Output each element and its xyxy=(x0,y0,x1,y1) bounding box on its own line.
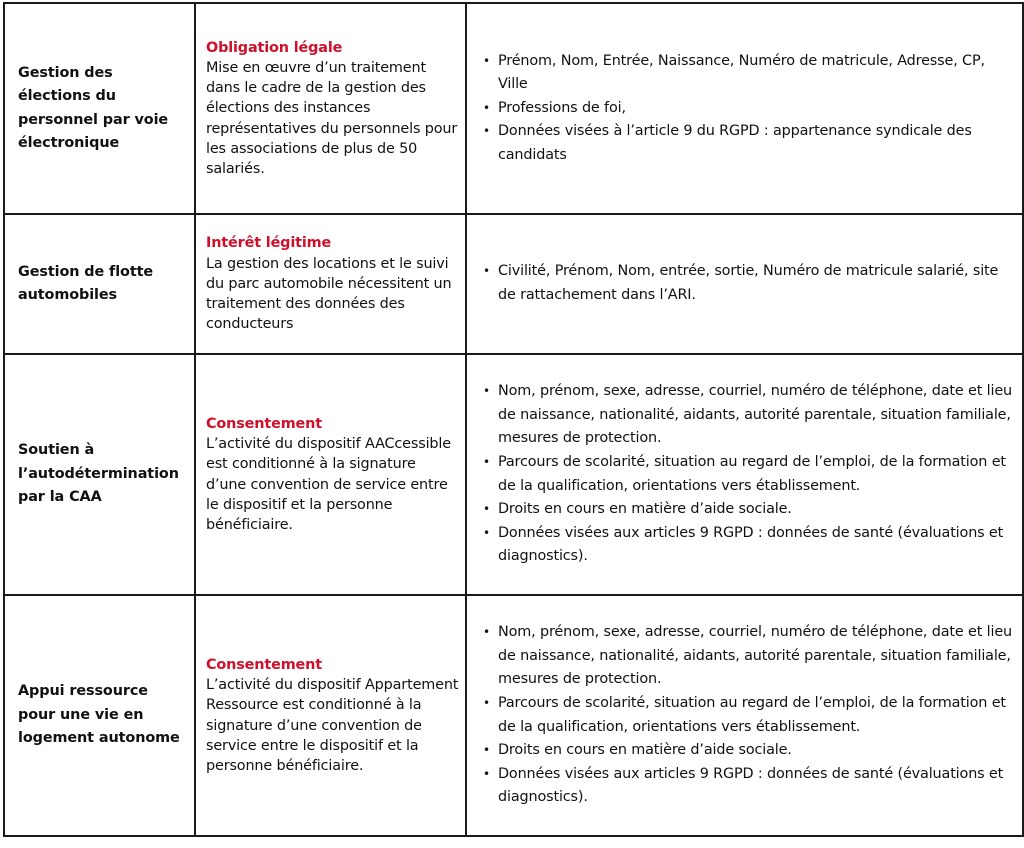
list-item-text: Nom, prénom, sexe, adresse, courriel, numéro de téléphone, date et lieu de naissance, nationalité, aidants, autorité parentale, situation familiale, mesures de protection. xyxy=(498,383,1013,447)
table-row xyxy=(4,354,1023,595)
list-item-text: Droits en cours en matière d’aide sociale. xyxy=(498,742,792,759)
legal-basis-description: Mise en œuvre d’un traitement dans le cadre de la gestion des élections des instances représentatives du personnels pour les associations de plus de 50 salariés. xyxy=(206,59,458,177)
list-item-text: Nom, prénom, sexe, adresse, courriel, numéro de téléphone, date et lieu de naissance, nationalité, aidants, autorité parentale, situation familiale, mesures de protection. xyxy=(498,624,1013,688)
list-item xyxy=(483,739,1012,763)
bullet-icon: • xyxy=(483,264,490,279)
activity-cell xyxy=(4,354,195,595)
activity-cell xyxy=(4,214,195,354)
table-row xyxy=(4,214,1023,354)
processing-registry-table xyxy=(3,2,1024,837)
list-item xyxy=(483,621,1012,692)
bullet-icon: • xyxy=(483,766,490,781)
table-row xyxy=(4,3,1023,214)
bullet-icon: • xyxy=(483,743,490,758)
legal-basis-title: Consentement xyxy=(206,656,322,673)
list-item xyxy=(483,692,1012,739)
data-categories-cell xyxy=(466,354,1023,595)
activity-cell xyxy=(4,595,195,836)
activity-name: Gestion de flotte automobiles xyxy=(18,263,154,303)
table-row xyxy=(4,595,1023,836)
list-item xyxy=(483,522,1012,569)
bullet-icon: • xyxy=(483,502,490,517)
data-categories-list xyxy=(483,50,1012,168)
list-item-text: Données visées aux articles 9 RGPD : données de santé (évaluations et diagnostics). xyxy=(498,765,1004,806)
bullet-icon: • xyxy=(483,124,490,139)
legal-basis-title: Intérêt légitime xyxy=(206,235,332,252)
list-item-text: Civilité, Prénom, Nom, entrée, sortie, Numéro de matricule salarié, site de rattachement dans l’ARI. xyxy=(498,263,999,303)
list-item xyxy=(483,50,1012,97)
activity-name: Soutien à l’autodétermination par la CAA xyxy=(18,442,179,506)
data-categories-cell xyxy=(466,214,1023,354)
list-item xyxy=(483,120,1012,167)
bullet-icon: • xyxy=(483,384,490,399)
activity-name: Gestion des élections du personnel par voie électronique xyxy=(18,64,169,151)
activity-name: Appui ressource pour une vie en logement autonome xyxy=(18,683,180,747)
data-categories-list xyxy=(483,621,1012,810)
list-item xyxy=(483,380,1012,451)
list-item xyxy=(483,260,1012,307)
legal-basis-cell xyxy=(195,595,466,836)
list-item-text: Parcours de scolarité, situation au regard de l’emploi, de la formation et de la qualification, orientations vers établissement. xyxy=(498,453,1006,494)
list-item-text: Données visées aux articles 9 RGPD : données de santé (évaluations et diagnostics). xyxy=(498,524,1004,565)
data-categories-list xyxy=(483,380,1012,569)
list-item xyxy=(483,498,1012,522)
list-item-text: Droits en cours en matière d’aide sociale. xyxy=(498,501,792,518)
bullet-icon: • xyxy=(483,454,490,469)
list-item-text: Professions de foi, xyxy=(498,99,626,116)
legal-basis-cell xyxy=(195,3,466,214)
list-item-text: Données visées à l’article 9 du RGPD : appartenance syndicale des candidats xyxy=(498,123,972,163)
list-item-text: Prénom, Nom, Entrée, Naissance, Numéro de matricule, Adresse, CP, Ville xyxy=(498,52,985,93)
bullet-icon: • xyxy=(483,525,490,540)
legal-basis-description: La gestion des locations et le suivi du parc automobile nécessitent un traitement des données des conducteurs xyxy=(206,255,452,333)
legal-basis-cell xyxy=(195,214,466,354)
data-categories-cell xyxy=(466,3,1023,214)
data-categories-cell xyxy=(466,595,1023,836)
bullet-icon: • xyxy=(483,53,490,68)
data-categories-list xyxy=(483,260,1012,307)
legal-basis-title: Consentement xyxy=(206,415,322,432)
bullet-icon: • xyxy=(483,100,490,115)
list-item xyxy=(483,451,1012,498)
legal-basis-cell xyxy=(195,354,466,595)
legal-basis-description: L’activité du dispositif AACcessible est conditionné à la signature d’une convention de service entre le dispositif et la personne bénéficiaire. xyxy=(206,436,451,533)
bullet-icon: • xyxy=(483,625,490,640)
bullet-icon: • xyxy=(483,695,490,710)
list-item-text: Parcours de scolarité, situation au regard de l’emploi, de la formation et de la qualification, orientations vers établissement. xyxy=(498,694,1006,735)
legal-basis-title: Obligation légale xyxy=(206,39,343,56)
activity-cell xyxy=(4,3,195,214)
list-item xyxy=(483,97,1012,121)
legal-basis-description: L’activité du dispositif Appartement Ressource est conditionné à la signature d’une convention de service entre le dispositif et la personne bénéficiaire. xyxy=(206,677,459,774)
list-item xyxy=(483,763,1012,810)
